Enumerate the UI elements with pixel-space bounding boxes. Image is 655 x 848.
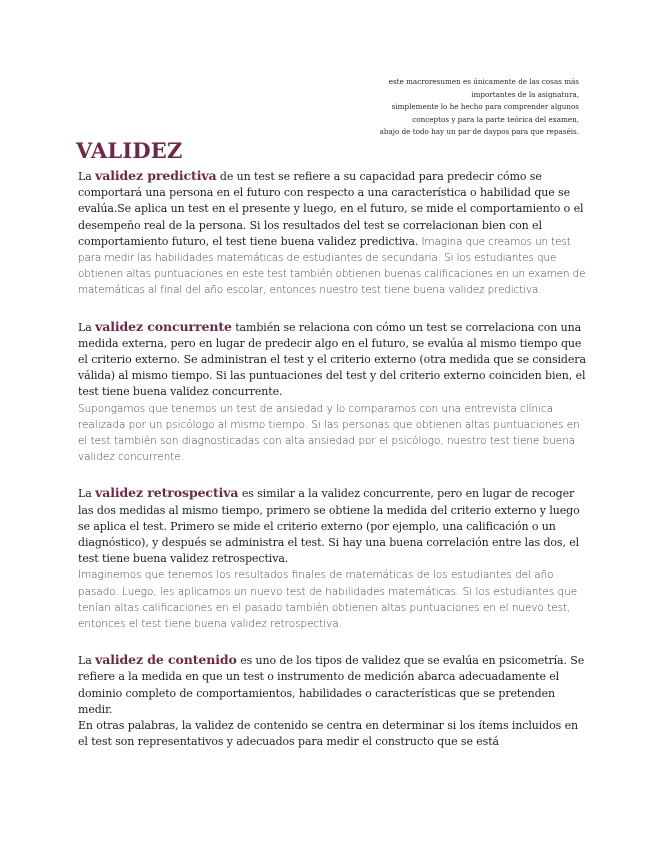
intro-note-line: conceptos y para la parte teórica del examen, <box>412 114 579 124</box>
article-text: La <box>78 487 96 501</box>
section-definition <box>78 652 590 718</box>
example-text: Supongamos que tenemos un test de ansiedad y lo comparamos con una entrevista clínica realizada por un psicólogo al mismo tiempo. Si las personas que obtienen altas puntuaciones en el test también son diagnosticadas con alta ansiedad por el psicólogo, nuestro test tiene buena validez concurrente. <box>78 402 580 464</box>
section-definition <box>78 168 590 299</box>
section-validez-de-contenido <box>78 652 590 750</box>
term-validez-retrospectiva: validez retrospectiva <box>95 485 239 501</box>
intro-note <box>319 76 579 139</box>
intro-note-line: simplemente lo he hecho para comprender algunos <box>391 102 579 112</box>
intro-note-line: abajo de todo hay un par de daypos para que repaséis. <box>379 127 579 137</box>
section-definition <box>78 319 590 401</box>
definition-text: de un test se refiere a su capacidad para predecir cómo se comportará una persona en el futuro con respecto a una característica o habilidad que se evalúa.Se aplica un test en el presente y luego, en el futuro, se mide el comportamiento o el desempeño real de la persona. Si los resultados del test se correlacionan bien con el comportamiento futuro, el test tiene buena validez predictiva. <box>78 170 584 248</box>
term-validez-de-contenido: validez de contenido <box>95 652 237 668</box>
section-validez-concurrente <box>78 319 590 466</box>
definition-text: es uno de los tipos de validez que se evalúa en psicometría. Se refiere a la medida en que un test o instrumento de medición abarca adecuadamente el dominio completo de comportamientos, habilidades o características que se pretenden medir. <box>78 654 585 716</box>
term-validez-predictiva: validez predictiva <box>95 168 217 183</box>
section-validez-retrospectiva <box>78 485 590 632</box>
definition-text: también se relaciona con cómo un test se correlaciona con una medida externa, pero en lugar de predecir algo en el futuro, se evalúa al mismo tiempo que el criterio externo. Se administran el test y el criterio externo (otra medida que se considera válida) al mismo tiempo. Si las puntuaciones del test y del criterio externo coinciden bien, el test tiene buena validez concurrente. <box>78 320 586 399</box>
example-text: Imaginemos que tenemos los resultados finales de matemáticas de los estudiantes del año pasado. Luego, les aplicamos un nuevo test de habilidades matemáticas. Si los estudiantes que tenían altas calificaciones en el pasado también obtienen altas puntuaciones en el nuevo test, entonces el test tiene buena validez retrospectiva. <box>78 569 578 631</box>
page-title: VALIDEZ <box>76 138 183 163</box>
intro-note-line: este macroresumen es únicamente de las cosas más <box>388 77 579 86</box>
term-validez-concurrente: validez concurrente <box>95 318 232 334</box>
section-definition <box>78 485 590 567</box>
intro-note-line: importantes de la asignatura, <box>471 89 579 99</box>
example-text: Imagina que creamos un test para medir las habilidades matemáticas de estudiantes de secundaria. Si los estudiantes que obtienen altas puntuaciones en este test también obtienen buenas calificaciones en un examen de matemáticas al final del año escolar, entonces nuestro test tiene buena validez predictiva. <box>78 235 586 297</box>
article-text: La <box>78 320 96 334</box>
section-validez-predictiva <box>78 168 590 299</box>
article-text: La <box>78 170 96 183</box>
definition-text: es similar a la validez concurrente, pero en lugar de recoger las dos medidas al mismo tiempo, primero se obtiene la medida del criterio externo y luego se aplica el test. Primero se mide el criterio externo (por ejemplo, una calificación o un diagnóstico), y después se administra el test. Si hay una buena correlación entre las dos, el test tiene buena validez retrospectiva. <box>78 487 580 566</box>
additional-text: En otras palabras, la validez de contenido se centra en determinar si los ítems incluidos en el test son representativos y adecuados para medir el constructo que se está <box>78 719 578 749</box>
document-body <box>78 168 590 771</box>
article-text: La <box>78 654 96 668</box>
